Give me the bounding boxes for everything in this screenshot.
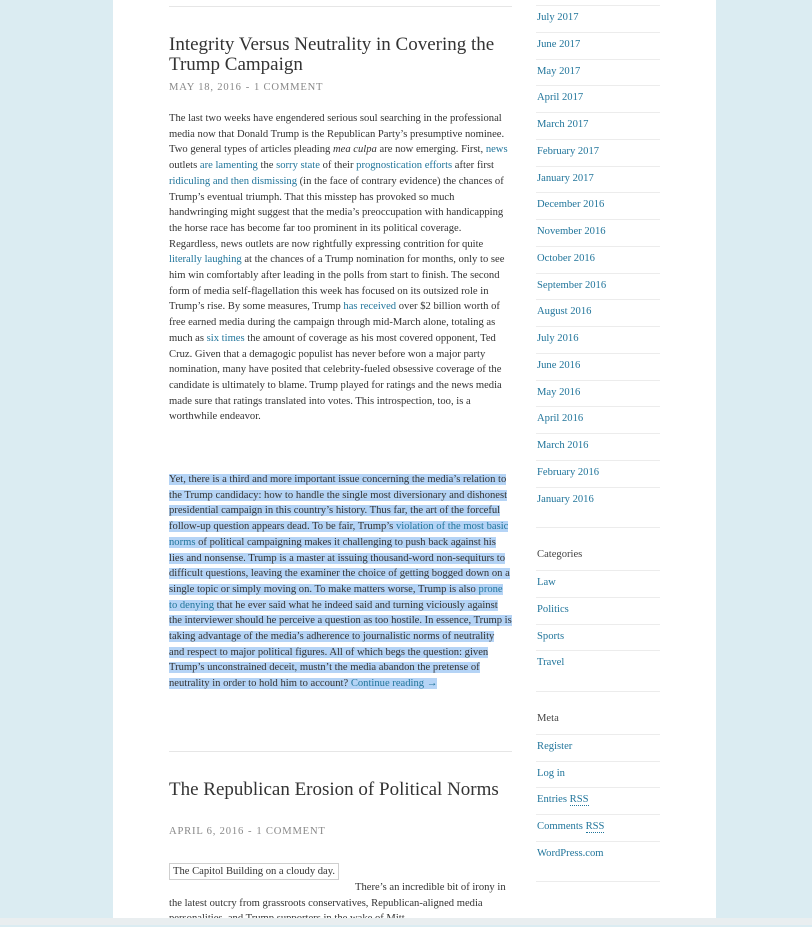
meta-item-register[interactable] [536, 734, 660, 761]
archive-link[interactable]: April 2017 [537, 92, 584, 104]
emphasis-text: mea culpa [333, 144, 377, 156]
text: the amount of coverage as his most covered opponent, Ted Cruz. Given that a demagogic populist has never before won a major party nomination, many have posited that celebrity-fueled obsessive coverage of the candidate is ultimately to blame. Trump played for ratings and the news media made sure that ratings translated into votes. This introspection, too, is a worthwhile endeavor. [169, 332, 502, 423]
text: There’s an incredible bit of irony in the latest outcry from grassroots conservatives, Republican-aligned media [169, 882, 506, 909]
text: at the chances of a Trump nomination for months, only to see him win comfortably after leading in the polls from start to finish. The second form of media self-flagellation this week has focused on its outsized role in Trump’s rise. By some measures, Trump [169, 254, 505, 313]
archive-item[interactable] [536, 299, 660, 326]
post-date[interactable]: MAY 18, 2016 [169, 82, 242, 93]
news-link[interactable]: news [485, 144, 508, 156]
continue-reading-link[interactable]: Continue reading → [350, 678, 438, 690]
post-meta: MAY 18, 2016 - 1 COMMENT [169, 82, 324, 93]
archive-item[interactable] [536, 112, 660, 139]
archive-item[interactable] [536, 59, 660, 86]
text: Entries [537, 794, 570, 805]
archive-link[interactable]: February 2016 [537, 466, 600, 478]
comments-link[interactable]: 1 COMMENT [256, 826, 326, 837]
divider [536, 691, 660, 692]
archive-link[interactable]: February 2017 [537, 145, 600, 157]
meta-item-comments-rss[interactable] [536, 814, 660, 841]
six-times-link[interactable]: six times [206, 332, 245, 344]
archive-item[interactable] [536, 433, 660, 460]
text: after first [452, 160, 494, 172]
entries-rss-link[interactable] [537, 794, 589, 805]
archive-item[interactable] [536, 353, 660, 380]
divider [169, 6, 512, 7]
has-received-link[interactable]: has received [343, 301, 397, 313]
post-date[interactable]: APRIL 6, 2016 [169, 826, 245, 837]
meta-item-login[interactable] [536, 761, 660, 788]
post-paragraph [169, 111, 512, 425]
post-title[interactable]: Integrity Versus Neutrality in Covering the Trump Campaign [169, 34, 495, 75]
post-paragraph-selected [169, 472, 512, 692]
text: of political campaigning makes it challenging to push back against his lies and nonsense. Trump is a master at issuing thousand-word non-sequiturs to difficult questions, leaving the examiner the choice of getting bogged down on a single topic or simply moving on. To make matters worse, Trump is also [169, 536, 510, 595]
archive-item[interactable] [536, 380, 660, 407]
category-item[interactable] [536, 624, 660, 651]
post-title[interactable]: The Republican Erosion of Political Norms [169, 779, 499, 800]
post-meta: APRIL 6, 2016 - 1 COMMENT [169, 826, 326, 837]
archive-link[interactable]: November 2016 [537, 226, 606, 237]
category-link[interactable]: Sports [537, 630, 565, 642]
divider [536, 881, 660, 882]
are-lamenting-link[interactable]: are lamenting [199, 160, 258, 172]
archive-item[interactable] [536, 219, 660, 246]
selected-text-block [169, 474, 512, 689]
categories-title: Categories [537, 549, 583, 560]
archive-link[interactable]: July 2016 [537, 333, 579, 344]
archive-link[interactable]: July 2017 [537, 12, 579, 23]
archive-item[interactable] [536, 406, 660, 433]
image-caption: The Capitol Building on a cloudy day. [169, 863, 339, 880]
archive-link[interactable]: June 2016 [537, 359, 581, 371]
archive-item[interactable] [536, 166, 660, 193]
archive-link[interactable]: October 2016 [537, 252, 595, 264]
archive-link[interactable]: June 2017 [537, 38, 581, 50]
page-container [113, 0, 716, 925]
rss-abbr: RSS [585, 821, 605, 832]
text: (in the face of contrary evidence) the chances of Trump’s eventual triumph. That this misstep has provoked so much handwringing might suggest that the media’s preoccupation with handicapping the horse race has become far too prominent in its political coverage. Regardless, news outlets are now rightfully expressing contrition for quite [169, 175, 504, 250]
archive-link[interactable]: March 2017 [537, 119, 589, 130]
archive-link[interactable]: January 2016 [537, 493, 594, 505]
archive-item[interactable] [536, 460, 660, 487]
category-item[interactable] [536, 597, 660, 624]
category-item[interactable] [536, 650, 660, 677]
sorry-state-link[interactable]: sorry state [276, 160, 320, 172]
archive-item[interactable] [536, 246, 660, 273]
archive-item[interactable] [536, 487, 660, 514]
meta-item-wordpress[interactable] [536, 841, 660, 868]
text: the [257, 160, 277, 172]
archive-link[interactable]: April 2016 [537, 413, 584, 425]
archive-item[interactable] [536, 326, 660, 353]
register-link[interactable]: Register [537, 741, 573, 752]
text: Comments [537, 821, 586, 832]
text: of their [319, 160, 357, 172]
archive-link[interactable]: May 2017 [537, 65, 581, 77]
ridiculing-link[interactable]: ridiculing and then dismissing [169, 175, 297, 187]
category-link[interactable]: Politics [537, 603, 569, 615]
prognostication-link[interactable]: prognostication efforts [356, 160, 453, 172]
archive-item[interactable] [536, 85, 660, 112]
window-bottom-edge [0, 918, 812, 925]
text: Yet, there is a third and more important issue concerning the media’s relation to the Trump candidacy: how to handle the single most diversionary and dishonest presidential campaign in this country’s history. Thus far, the art of the forceful follow-up question appears dead. To be fair, Trump’s [169, 474, 508, 533]
rss-abbr: RSS [569, 794, 589, 805]
archive-link[interactable]: December 2016 [537, 199, 605, 211]
archive-item[interactable] [536, 5, 660, 32]
text: over $2 billion worth of free earned media during the campaign through mid-March alone, totaling as much as [169, 301, 500, 344]
text: outlets [169, 160, 200, 172]
text: The last two weeks have engendered serious soul searching in the professional media now that Donald Trump is the Republican Party’s presumptive nominee. Two general types of articles pleading [169, 113, 505, 156]
prone-to-denying-link[interactable]: prone to denying [169, 583, 503, 611]
violation-link[interactable]: violation of the most basic norms [169, 521, 509, 548]
archive-item[interactable] [536, 273, 660, 300]
archive-link[interactable]: January 2017 [537, 172, 594, 184]
category-link[interactable]: Travel [537, 657, 565, 669]
literally-laughing-link[interactable]: literally laughing [169, 254, 242, 266]
category-item[interactable] [536, 570, 660, 597]
archive-link[interactable]: August 2016 [537, 306, 592, 318]
archive-link[interactable]: May 2016 [537, 386, 581, 398]
text: that he ever said what he indeed said and turning viciously against the interviewer should he perceive a question as too hostile. In essence, Trump is taking advantage of the media’s adherence to journalistic norms of neutrality and respect to major political figures. All of which begs the question: given Trump’s unconstrained deceit, mustn’t the media abandon the pretense of neutrality in order to hold him to account? [169, 599, 512, 690]
archive-item[interactable] [536, 192, 660, 219]
login-link[interactable]: Log in [537, 768, 565, 779]
comments-rss-link[interactable] [537, 821, 604, 832]
archive-link[interactable]: September 2016 [537, 279, 607, 291]
divider [536, 527, 660, 528]
archive-item[interactable] [536, 139, 660, 166]
category-link[interactable]: Law [537, 577, 556, 588]
divider [169, 751, 512, 752]
comments-link[interactable]: 1 COMMENT [254, 82, 324, 93]
wordpress-link[interactable]: WordPress.com [537, 848, 604, 859]
meta-item-entries-rss[interactable] [536, 787, 660, 814]
archive-item[interactable] [536, 32, 660, 59]
archive-link[interactable]: March 2016 [537, 440, 589, 451]
text: are now emerging. First, [376, 144, 486, 156]
meta-title: Meta [537, 713, 559, 724]
